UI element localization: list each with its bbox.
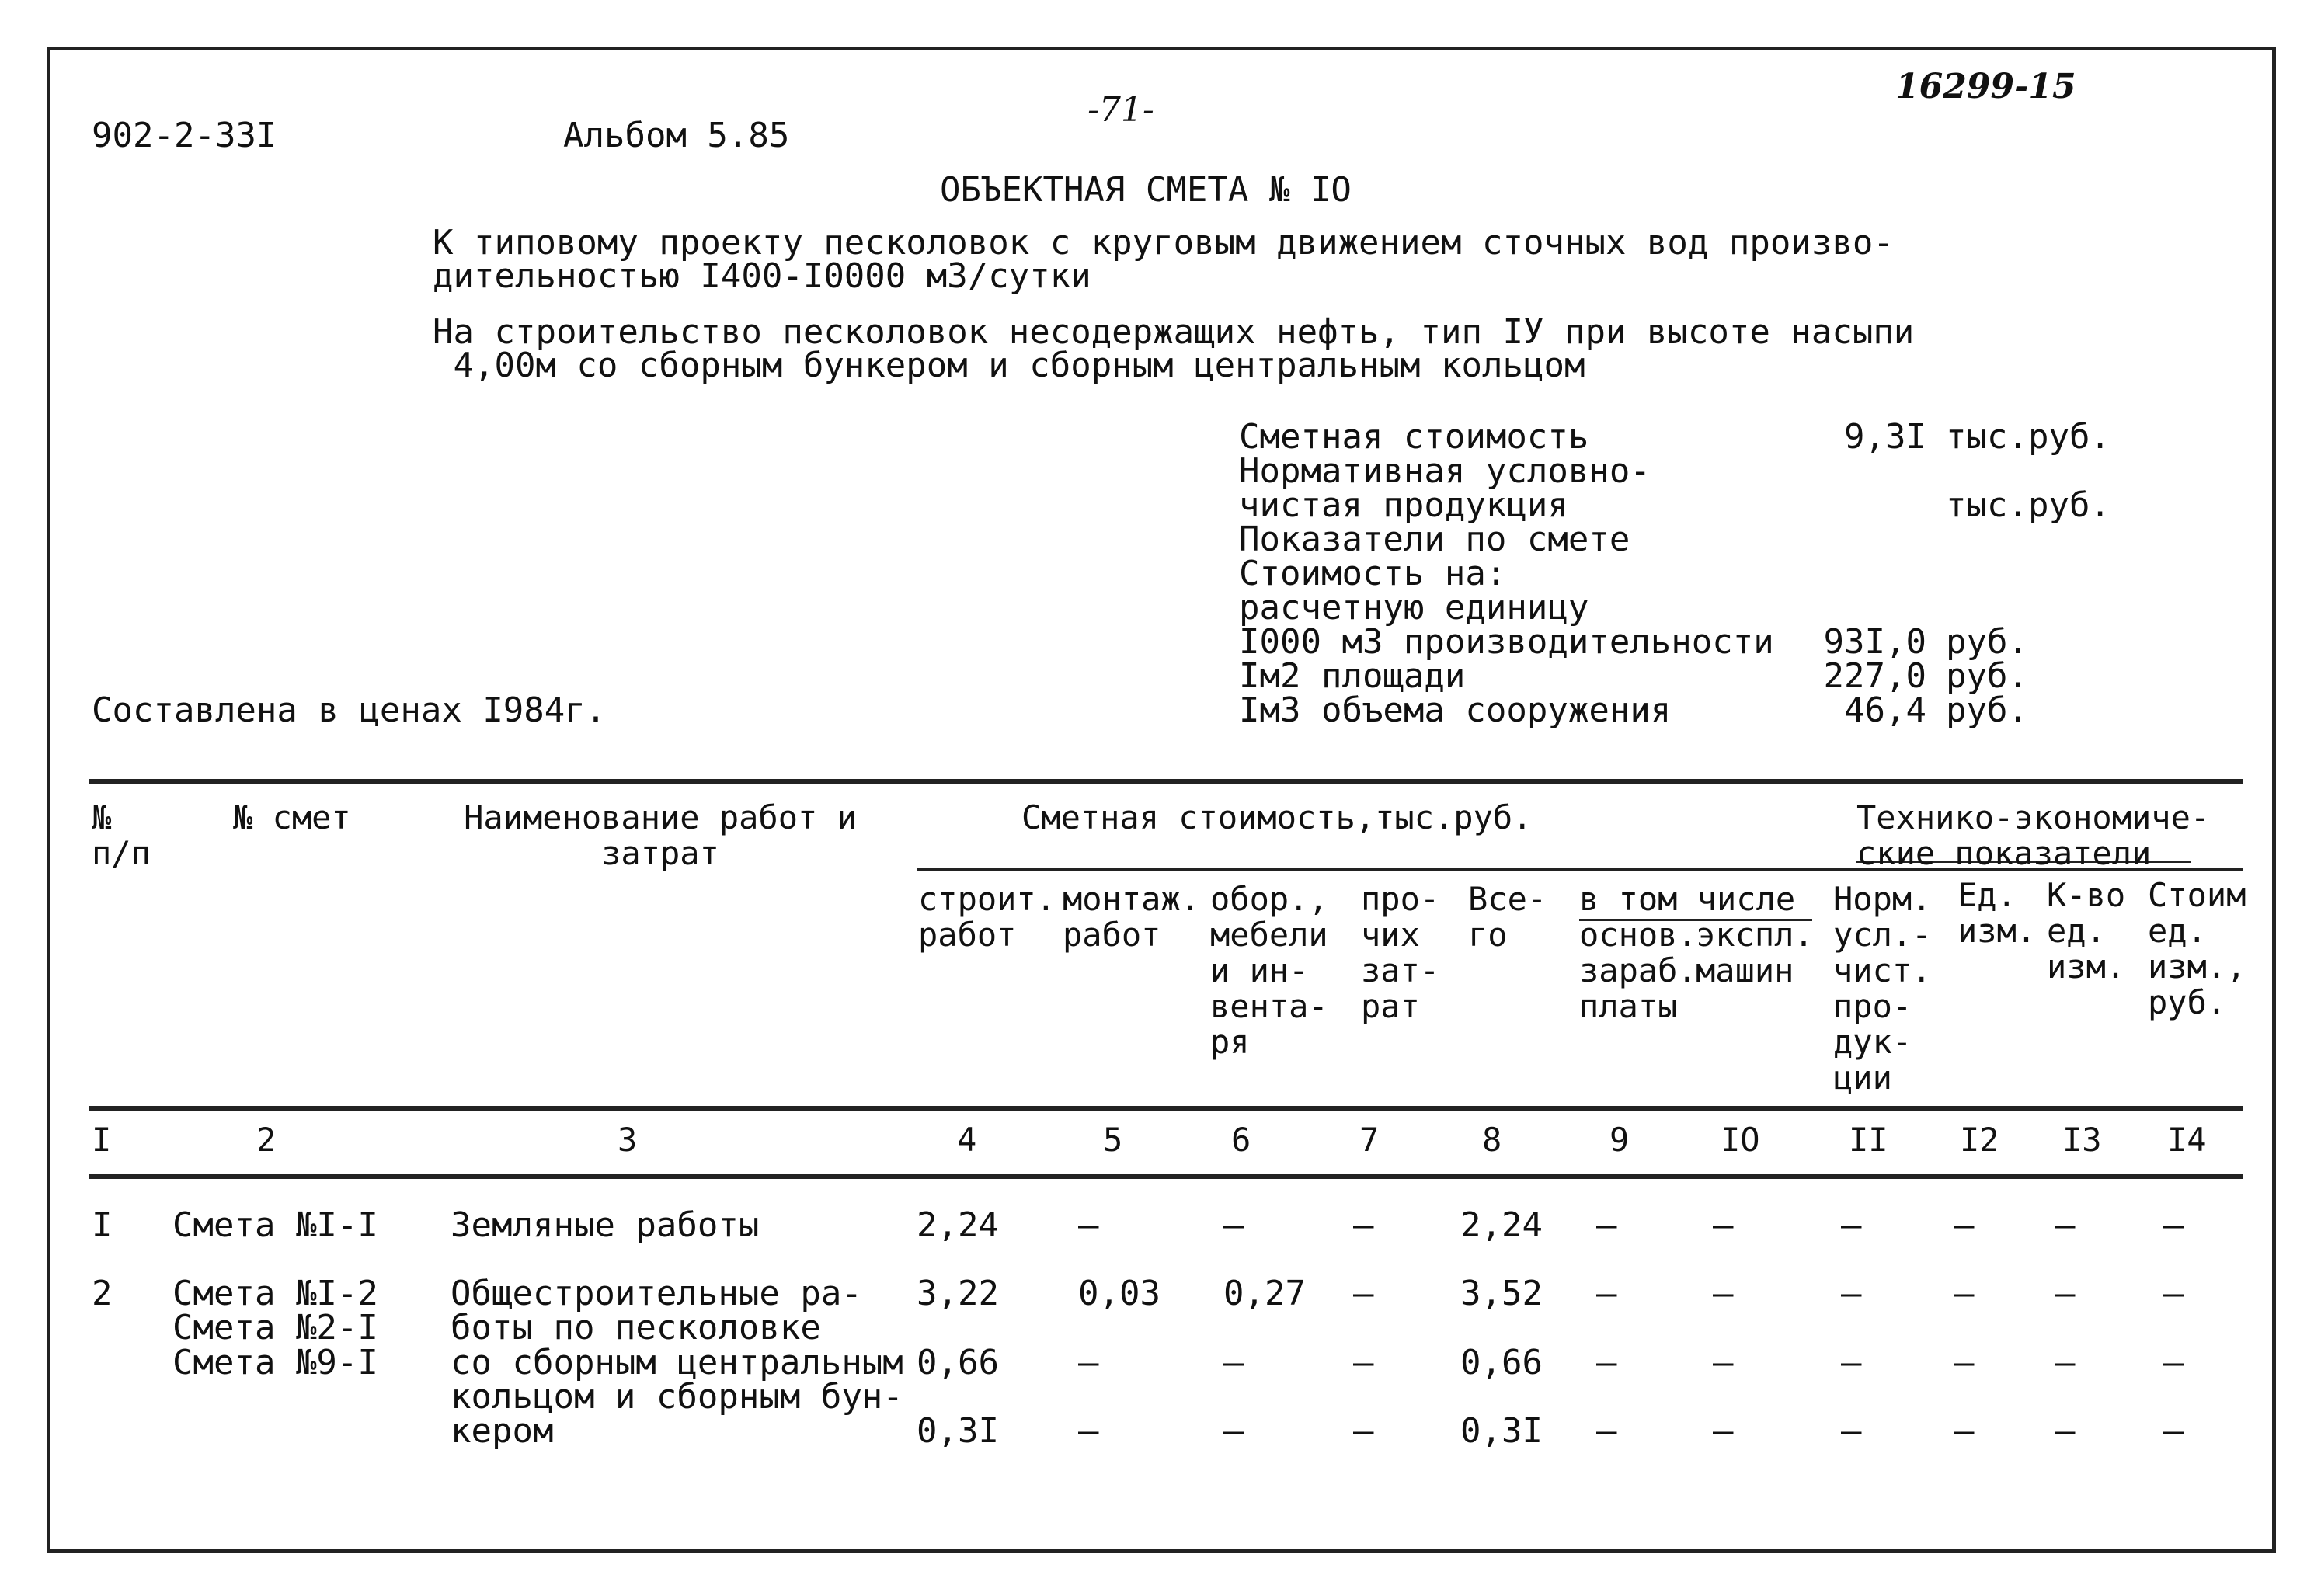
colnum-12: I2 bbox=[1960, 1121, 1999, 1159]
indicator-unit-volume: руб. bbox=[1946, 690, 2028, 730]
row-cell-col-13: – bbox=[2055, 1274, 2076, 1313]
normative-label-2: чистая продукция bbox=[1239, 485, 1568, 525]
page-number: -71- bbox=[1087, 90, 1154, 130]
colnum-9: 9 bbox=[1609, 1121, 1630, 1159]
normative-label-1: Нормативная условно- bbox=[1239, 451, 1651, 491]
header-installation: монтаж. работ bbox=[1063, 880, 1201, 954]
estimate-cost-label: Сметная стоимость bbox=[1239, 417, 1589, 457]
row-cell-col-7: – bbox=[1353, 1274, 1374, 1313]
col-numbers-rule bbox=[89, 1174, 2243, 1179]
row-cell-col-14: – bbox=[2163, 1274, 2184, 1313]
header-total: Все- го bbox=[1468, 880, 1547, 954]
row-cell-col-11: – bbox=[1841, 1343, 1862, 1382]
row-cell-col-13: – bbox=[2055, 1411, 2076, 1451]
row-cell-col-5: – bbox=[1078, 1411, 1099, 1451]
header-name: Наименование работ и затрат bbox=[464, 798, 857, 872]
row-estimate: Смета №I-I bbox=[172, 1205, 378, 1245]
row-cell-col-12: – bbox=[1954, 1205, 1975, 1245]
colnum-1: I bbox=[92, 1121, 112, 1159]
indicator-label-area: Iм2 площади bbox=[1239, 656, 1466, 696]
colnum-11: II bbox=[1849, 1121, 1888, 1159]
estimate-cost-value: 9,3I bbox=[1844, 417, 1926, 457]
row-cell-col-9: – bbox=[1596, 1205, 1617, 1245]
doc-number: 902-2-33I bbox=[92, 116, 277, 155]
row-cell-col-6: – bbox=[1223, 1205, 1244, 1245]
indicator-value-production: 93I,0 bbox=[1823, 622, 1926, 662]
colnum-4: 4 bbox=[957, 1121, 977, 1159]
row-cell-col-14: – bbox=[2163, 1343, 2184, 1382]
row-cell-col-10: – bbox=[1713, 1205, 1734, 1245]
header-bottom-rule bbox=[89, 1106, 2243, 1111]
row-cell-col-10: – bbox=[1713, 1411, 1734, 1451]
row-cell-col-12: – bbox=[1954, 1274, 1975, 1313]
row-cell-col-6: – bbox=[1223, 1411, 1244, 1451]
colnum-10: IO bbox=[1721, 1121, 1760, 1159]
row-cell-col-8: 0,66 bbox=[1460, 1343, 1543, 1382]
row-cell-col-4: 0,66 bbox=[917, 1343, 999, 1382]
row-cell-col-13: – bbox=[2055, 1343, 2076, 1382]
header-qty: К-во ед. изм. bbox=[2047, 876, 2126, 986]
estimate-cost-unit: тыс.руб. bbox=[1946, 417, 2110, 457]
indicator-unit-production: руб. bbox=[1946, 622, 2028, 662]
row-cell-col-4: 0,3I bbox=[917, 1411, 999, 1451]
row-cell-col-7: – bbox=[1353, 1343, 1374, 1382]
cost-on-label: Стоимость на: bbox=[1239, 554, 1507, 593]
row-cell-col-8: 3,52 bbox=[1460, 1274, 1543, 1313]
subtitle-line-1: К типовому проекту песколовок с круговым движением сточных вод произво- bbox=[433, 223, 1894, 263]
header-other: про- чих зат- рат bbox=[1361, 880, 1440, 1025]
header-wages: основ. зараб. платы bbox=[1579, 916, 1697, 1025]
colnum-13: I3 bbox=[2062, 1121, 2102, 1159]
indicator-unit-area: руб. bbox=[1946, 656, 2028, 696]
row-cell-col-4: 3,22 bbox=[917, 1274, 999, 1313]
row-name: Общестроительные ра- bbox=[451, 1274, 862, 1313]
colnum-14: I4 bbox=[2167, 1121, 2207, 1159]
row-estimate: Смета №I-2 bbox=[172, 1274, 378, 1313]
album-label: Альбом 5.85 bbox=[563, 116, 790, 155]
indicator-value-volume: 46,4 bbox=[1844, 690, 1926, 730]
indicator-value-area: 227,0 bbox=[1823, 656, 1926, 696]
row-name: кольцом и сборным бун- bbox=[451, 1377, 903, 1417]
row-estimate: Смета №9-I bbox=[172, 1343, 378, 1382]
row-cell-col-11: – bbox=[1841, 1205, 1862, 1245]
row-cell-col-8: 0,3I bbox=[1460, 1411, 1543, 1451]
prices-note: Составлена в ценах I984г. bbox=[92, 690, 607, 730]
sheet-code: 16299-15 bbox=[1895, 67, 2076, 106]
row-cell-col-11: – bbox=[1841, 1274, 1862, 1313]
scope-line-1: На строительство песколовок несодержащих нефть, тип IУ при высоте насыпи bbox=[433, 312, 1915, 352]
row-cell-col-10: – bbox=[1713, 1274, 1734, 1313]
indicators-label: Показатели по смете bbox=[1239, 520, 1630, 559]
header-norm-prod: Норм. усл.- чист. про- дук- ции bbox=[1833, 880, 1932, 1097]
row-cell-col-14: – bbox=[2163, 1205, 2184, 1245]
indicator-label-volume: Iм3 объема сооружения bbox=[1239, 690, 1672, 730]
row-cell-col-7: – bbox=[1353, 1411, 1374, 1451]
row-cell-col-11: – bbox=[1841, 1411, 1862, 1451]
row-cell-col-5: – bbox=[1078, 1205, 1099, 1245]
row-cell-col-12: – bbox=[1954, 1411, 1975, 1451]
colnum-6: 6 bbox=[1231, 1121, 1251, 1159]
row-cell-col-9: – bbox=[1596, 1274, 1617, 1313]
unit-label: расчетную единицу bbox=[1239, 588, 1589, 628]
colnum-7: 7 bbox=[1359, 1121, 1380, 1159]
row-cell-col-13: – bbox=[2055, 1205, 2076, 1245]
row-cell-col-12: – bbox=[1954, 1343, 1975, 1382]
row-number: I bbox=[92, 1205, 113, 1245]
colnum-5: 5 bbox=[1103, 1121, 1123, 1159]
header-tech-group: Технико-экономиче- ские показатели bbox=[1856, 798, 2211, 872]
row-cell-col-5: – bbox=[1078, 1343, 1099, 1382]
row-cell-col-6: – bbox=[1223, 1343, 1244, 1382]
indicator-label-production: I000 м3 производительности bbox=[1239, 622, 1774, 662]
header-construction: строит. работ bbox=[918, 880, 1056, 954]
header-machines: экспл. машин bbox=[1696, 916, 1814, 989]
header-estimates: № смет bbox=[233, 798, 351, 836]
subtitle-line-2: дительностью I400-I0000 м3/сутки bbox=[433, 256, 1091, 296]
row-cell-col-5: 0,03 bbox=[1078, 1274, 1160, 1313]
colnum-2: 2 bbox=[256, 1121, 277, 1159]
row-name: боты по песколовке bbox=[451, 1308, 821, 1347]
row-estimate: Смета №2-I bbox=[172, 1308, 378, 1347]
row-cell-col-8: 2,24 bbox=[1460, 1205, 1543, 1245]
colnum-8: 8 bbox=[1482, 1121, 1502, 1159]
row-cell-col-14: – bbox=[2163, 1411, 2184, 1451]
row-cell-col-7: – bbox=[1353, 1205, 1374, 1245]
row-cell-col-4: 2,24 bbox=[917, 1205, 999, 1245]
header-unit-cost: Стоим ед. изм., руб. bbox=[2148, 876, 2246, 1021]
header-cost-group: Сметная стоимость,тыс.руб. bbox=[1021, 798, 1533, 836]
table-top-rule bbox=[89, 779, 2243, 784]
scope-line-2: 4,00м со сборным бункером и сборным центральным кольцом bbox=[433, 346, 1585, 385]
colnum-3: 3 bbox=[618, 1121, 638, 1159]
row-cell-col-9: – bbox=[1596, 1343, 1617, 1382]
row-cell-col-6: 0,27 bbox=[1223, 1274, 1306, 1313]
row-cell-col-10: – bbox=[1713, 1343, 1734, 1382]
row-name: Земляные работы bbox=[451, 1205, 760, 1245]
row-number: 2 bbox=[92, 1274, 113, 1313]
header-equipment: обор., мебели и ин- вента- ря bbox=[1210, 880, 1328, 1061]
row-cell-col-9: – bbox=[1596, 1411, 1617, 1451]
row-name: кером bbox=[451, 1411, 554, 1451]
header-num: № п/п bbox=[92, 798, 151, 872]
header-incl-group: в том числе bbox=[1579, 880, 1796, 918]
header-unit: Ед. изм. bbox=[1957, 876, 2037, 950]
normative-unit: тыс.руб. bbox=[1946, 485, 2110, 525]
estimate-title: ОБЪЕКТНАЯ СМЕТА № IO bbox=[940, 170, 1352, 210]
row-name: со сборным центральным bbox=[451, 1343, 903, 1382]
